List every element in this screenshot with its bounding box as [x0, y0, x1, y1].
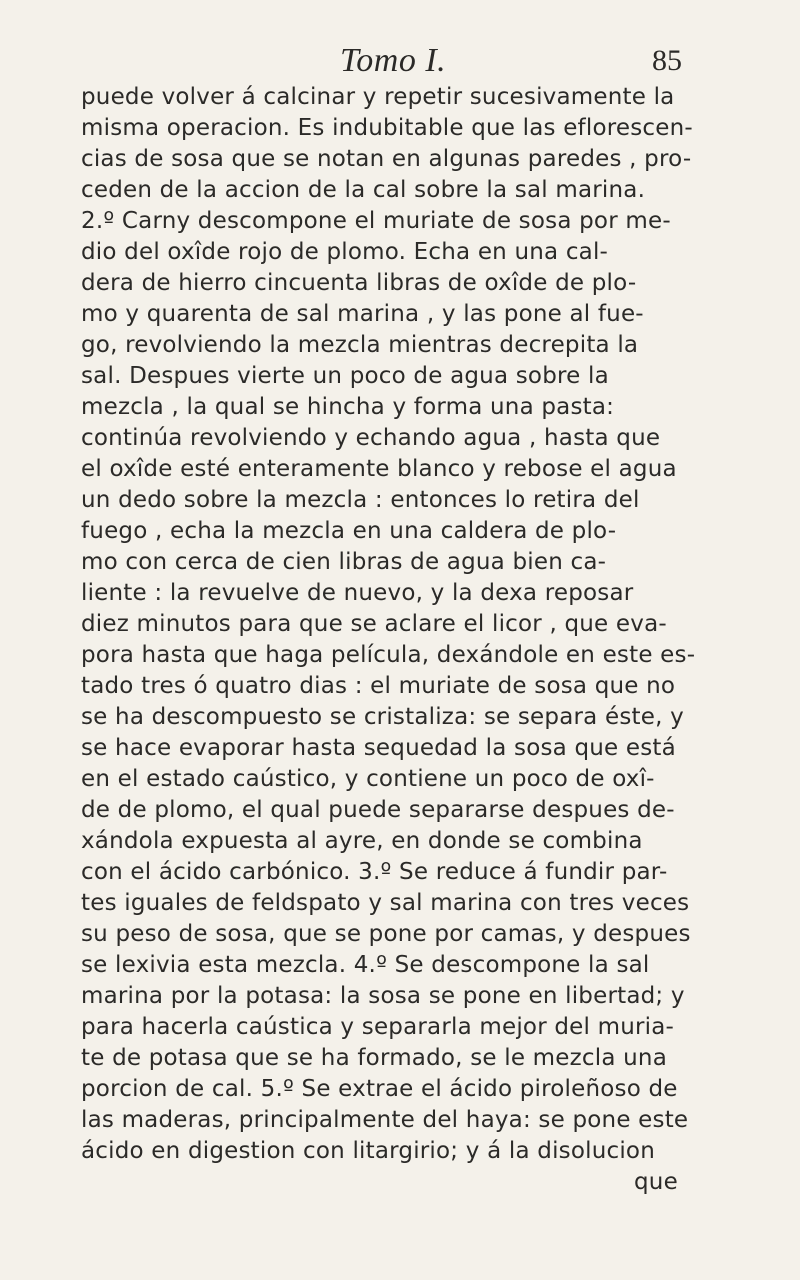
text-line: se hace evaporar hasta sequedad la sosa que está	[81, 735, 676, 761]
text-line: misma operacion. Es indubitable que las eflorescen-	[81, 115, 693, 141]
running-title: Tomo I.	[340, 42, 447, 79]
text-line: se ha descompuesto se cristaliza: se separa éste, y	[81, 704, 684, 730]
text-line: mo con cerca de cien libras de agua bien ca-	[81, 549, 607, 575]
text-line: el oxîde esté enteramente blanco y rebose el agua	[81, 456, 677, 482]
text-line: xándola expuesta al ayre, en donde se combina	[81, 828, 643, 854]
text-line: 2.º Carny descompone el muriate de sosa por me-	[81, 208, 671, 234]
text-line: mezcla , la qual se hincha y forma una pasta:	[81, 394, 615, 420]
text-line: las maderas, principalmente del haya: se pone este	[81, 1107, 689, 1133]
text-line: cias de sosa que se notan en algunas paredes , pro-	[81, 146, 692, 172]
text-line: porcion de cal. 5.º Se extrae el ácido piroleñoso de	[81, 1076, 678, 1102]
text-line: fuego , echa la mezcla en una caldera de plo-	[81, 518, 617, 544]
text-line: tado tres ó quatro dias : el muriate de sosa que no	[81, 673, 676, 699]
text-line: marina por la potasa: la sosa se pone en libertad; y	[81, 983, 685, 1009]
text-line: para hacerla caústica y separarla mejor del muria-	[81, 1014, 675, 1040]
text-line: en el estado caústico, y contiene un poco de oxî-	[81, 766, 655, 792]
page-number: 85	[652, 44, 682, 77]
text-line: mo y quarenta de sal marina , y las pone al fue-	[81, 301, 644, 327]
text-line: liente : la revuelve de nuevo, y la dexa reposar	[81, 580, 634, 606]
text-line: go, revolviendo la mezcla mientras decrepita la	[81, 332, 639, 358]
text-line: diez minutos para que se aclare el licor , que eva-	[81, 611, 667, 637]
text-line: dio del oxîde rojo de plomo. Echa en una cal-	[81, 239, 609, 265]
text-line: con el ácido carbónico. 3.º Se reduce á fundir par-	[81, 859, 668, 885]
text-line: puede volver á calcinar y repetir sucesivamente la	[81, 84, 675, 110]
text-line: continúa revolviendo y echando agua , hasta que	[81, 425, 661, 451]
text-line: un dedo sobre la mezcla : entonces lo retira del	[81, 487, 640, 513]
text-line: se lexivia esta mezcla. 4.º Se descompone la sal	[81, 952, 650, 978]
text-line: sal. Despues vierte un poco de agua sobre la	[81, 363, 609, 389]
text-line: su peso de sosa, que se pone por camas, y despues	[81, 921, 691, 947]
text-line: de de plomo, el qual puede separarse despues de-	[81, 797, 675, 823]
text-line: te de potasa que se ha formado, se le mezcla una	[81, 1045, 668, 1071]
text-line: ácido en digestion con litargirio; y á la disolucion	[81, 1138, 655, 1164]
catchword: que	[634, 1169, 678, 1195]
text-line: pora hasta que haga película, dexándole en este es-	[81, 642, 696, 668]
text-line: tes iguales de feldspato y sal marina con tres veces	[81, 890, 690, 916]
text-line: dera de hierro cincuenta libras de oxîde de plo-	[81, 270, 637, 296]
text-line: ceden de la accion de la cal sobre la sal marina.	[81, 177, 646, 203]
page-header	[0, 38, 800, 82]
